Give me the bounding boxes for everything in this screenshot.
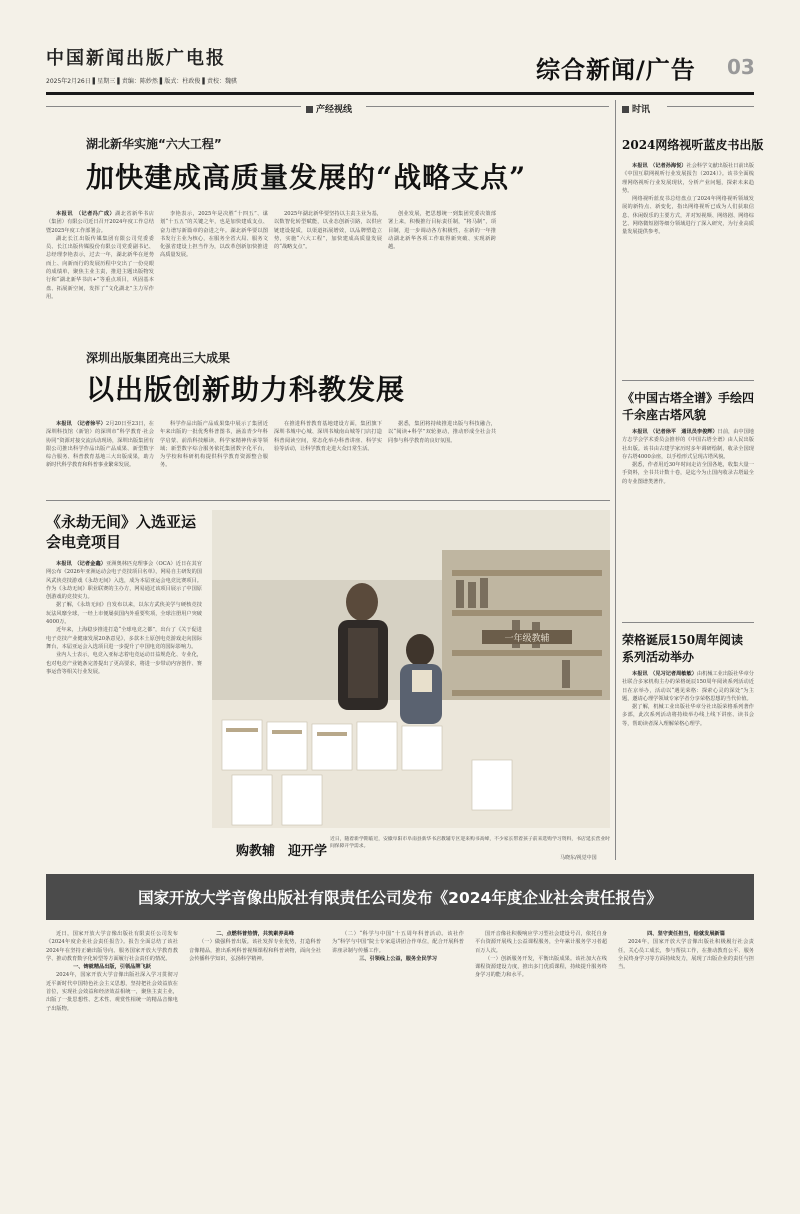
report-col-2 bbox=[189, 930, 321, 1160]
news1-headline: 2024网络视听蓝皮书出版 bbox=[622, 138, 764, 152]
report-banner bbox=[46, 874, 754, 920]
column-divider bbox=[46, 500, 610, 501]
news3-paragraph: 据了解，机械工业出版社华章分社出版荣格系列著作多部，此次系列活动将持续举办线上线下讲座、读书会等，帮助读者深入理解荣格心理学。 bbox=[622, 704, 754, 727]
news1-paragraph: 网络视听蓝皮书总结盘点了2024年网络视听领域发展的新特点、新变化，指出网络视听已成为人们获取信息、休闲娱乐的主要方式，并对短视频、网络剧、网络综艺、网络微短剧等细分领域进行了深入研究，为行业高质量发展提供参考。 bbox=[622, 196, 754, 236]
section-title: 综合新闻/广告 bbox=[536, 56, 696, 84]
news2-paragraph: 据悉，作者用近30年时间走访全国各地，收集大量一手资料，全书共计数十卷，是迄今为止国内收录古塔最全的专业图谱类著作。 bbox=[622, 462, 754, 485]
section-divider bbox=[46, 106, 301, 107]
story2-paragraph: 据悉，集团将持续推进出版与科技融合，以“阅读+科学”双轮驱动，推动形成全社会共同参与科学教育的良好氛围。 bbox=[388, 421, 496, 444]
story2-paragraph: 2月20日至23日，在深圳科技馆（新馆）的深圳市“科学教育·社会协同”资源对接交流活动现场，深圳出版集团有限公司推出科学作品出版产品成果、新型数字综合服务、科普教育基地三大出版成果，助力新时代科学教育和科普事业繁荣发展。 bbox=[46, 421, 154, 469]
story1-col-1 bbox=[46, 210, 154, 320]
news2-headline: 《中国古塔全谱》手绘四千余座古塔风貌 bbox=[622, 391, 755, 422]
story2-byline: 本报讯 （记者徐平） bbox=[56, 421, 106, 427]
story1-kicker: 湖北新华实施“六大工程” bbox=[86, 137, 222, 151]
report-subhead: 三、引领线上公益，服务全民学习 bbox=[359, 955, 437, 962]
news3-paragraph: 由机械工业出版社华章分社联合多家机构主办的荣格诞辰150周年阅读系列活动近日在京举办，活动以“遇见荣格：探索心灵的深处”为主题，邀请心理学领域专家学者分享荣格思想的当代价值。 bbox=[622, 671, 754, 702]
story2-kicker: 深圳出版集团亮出三大成果 bbox=[86, 351, 231, 365]
bookstore-scene bbox=[212, 510, 610, 828]
news2-body bbox=[622, 428, 754, 608]
news3-body bbox=[622, 670, 754, 860]
column-divider bbox=[615, 100, 616, 860]
story1-col-4 bbox=[388, 210, 496, 380]
game-paragraph: 业内人士表示，电竞入亚标志着电竞运动日益规范化、专业化，也对电竞产业链条完善提出了更高要求，将进一步带动内容创作、赛事运营等相关行业发展。 bbox=[46, 652, 202, 675]
news3-byline: 本报讯 （见习记者周敏敏） bbox=[632, 671, 697, 677]
section-tag-news: 时讯 bbox=[622, 102, 650, 115]
weekday-text: 星期三 bbox=[97, 78, 116, 85]
news-divider bbox=[622, 622, 754, 623]
news-photo bbox=[212, 510, 610, 828]
story2-paragraph: 在推进科普教育基地建设方面，集团旗下深圳书城中心城、深圳书城南山城等门店打造科普阅读空间，常态化举办科普讲座、科学实验等活动，让科学教育走进大众日常生活。 bbox=[274, 421, 382, 452]
story2-paragraph: 科学作品出版产品成果集中展示了集团近年来出版的一批优秀科普图书，涵盖青少年科学启蒙、前沿科技解读、科学家精神传承等领域；新型数字综合服务依托集团数字化平台，为学校和科研机构提供科学教育资源整合服务。 bbox=[160, 421, 268, 469]
date-text: 2025年2月26日 bbox=[46, 78, 91, 85]
story2-col-1 bbox=[46, 420, 154, 490]
report-col-4 bbox=[475, 930, 607, 1160]
story1-paragraph: 李艳表示，2025年是决胜“十四五”、谋划“十五五”的关键之年，也是加快建成支点、奋力谱写新篇章的奋进之年。湖北新华要以图书发行主业为核心，在服务全省大局、服务文化强省建设上担当作为，以改革创新加快推进高质量发展。 bbox=[160, 211, 268, 259]
game-paragraph: 亚洲奥林匹克理事会（OCA）近日在其官网公布《2026年亚洲运动会电子竞技项目名单》，网易自主研发的国风武侠竞技游戏《永劫无间》入选，成为本届亚运会电竞比赛项目。作为《永劫无间》职业联赛的主办方，网易通过该项目展示了中国原创游戏的竞技实力。 bbox=[46, 561, 202, 601]
editor-text: 责编：陈妙然 bbox=[121, 78, 158, 85]
story1-col-2 bbox=[160, 210, 268, 320]
game-story-body bbox=[46, 560, 202, 860]
story2-col-5 bbox=[502, 390, 610, 490]
story1-paragraph: 湖北省新华书店（集团）有限公司近日召开2024年度工作总结暨2025年度工作部署会。 bbox=[46, 211, 154, 234]
game-paragraph: 近年来，上海稳步推进打造“全球电竞之都”，出台了《关于促进电子竞技产业健康发展20条意见》，多款本土原创电竞游戏走向国际舞台，本届亚运会入选项目进一步提升了中国电竞的国际影响力。 bbox=[46, 627, 202, 650]
story1-headline: 加快建成高质量发展的“战略支点” bbox=[86, 161, 527, 194]
game-headline: 《永劫无间》入选亚运会电竞项目 bbox=[46, 513, 197, 551]
report-paragraph: （一）创新服务开发，平衡出版成果。该社加大在线课程资源建设力度，推出多门优质课程，持续提升服务终身学习的能力和水平。 bbox=[475, 955, 607, 979]
report-paragraph: （二）“科学与中国”十五周年科普活动。该社作为“科学与中国”院士专家巡讲团合作单位，配合开展科普讲座录制与传播工作。 bbox=[332, 931, 464, 954]
section-divider bbox=[667, 106, 754, 107]
report-paragraph: 国开音像社积极响应学习型社会建设号召，依托自身平台资源开展线上公益课程服务，全年累计服务学习者超百万人次。 bbox=[475, 931, 607, 954]
report-banner-title: 国家开放大学音像出版社有限责任公司发布《2024年度企业社会责任报告》 bbox=[138, 889, 662, 907]
report-col-1 bbox=[46, 930, 178, 1160]
story1-col-3 bbox=[274, 210, 382, 320]
header-rule bbox=[46, 92, 754, 95]
photo-caption bbox=[330, 836, 610, 854]
photo-caption-title: 购教辅 迎开学 bbox=[236, 844, 328, 859]
story2-col-4 bbox=[388, 420, 496, 490]
section-divider bbox=[366, 106, 609, 107]
story2-col-3 bbox=[274, 420, 382, 490]
news-divider bbox=[622, 380, 754, 381]
game-paragraph: 据了解，《永劫无间》自发布以来，以东方武侠美学与硬核竞技玩法风靡全球，一经上市便屡获国内外重要奖项，全球注册用户突破4000万。 bbox=[46, 602, 202, 626]
game-byline: 本报讯 （记者金鑫） bbox=[56, 561, 106, 567]
report-paragraph: 2024年，国家开放大学音像出版社积极履行社会责任，关心员工成长，参与帮扶工作，在推动教育公平、服务全民终身学习等方面持续发力，展现了出版企业的责任与担当。 bbox=[618, 939, 754, 971]
report-col-3 bbox=[332, 930, 464, 1160]
news2-byline: 本报讯 （记者徐平 通讯员李俊辉） bbox=[632, 429, 718, 435]
shelf-sign: 一年级教辅 bbox=[504, 634, 550, 644]
news2-paragraph: 日前，由中国地方志学会学术委员会推荐的《中国古塔全谱》由人民出版社出版。该书由古建学家历时多年调研绘制，收录全国现存古塔4000余座，以手绘形式呈现古塔风貌。 bbox=[622, 429, 754, 460]
photo-credit: 马晓东/视觉中国 bbox=[560, 855, 597, 861]
page-number: 03 bbox=[727, 55, 755, 79]
report-subhead: 一、铸就精品出版，引领品牌飞跃 bbox=[73, 964, 151, 971]
section-tag-industry: 产经视线 bbox=[306, 102, 352, 115]
news1-body bbox=[622, 162, 754, 372]
story1-paragraph: 湖北长江出版传媒集团有限公司党委委员、长江出版传媒股份有限公司党委副书记、总经理李艳表示，过去一年，湖北新华在逆势而上、向新而行的发展历程中交出了一份亮眼的成绩单，聚焦主业主责，推进主题出版物发行和“湖北新华书店+”等重点项目，巩固基本盘、拓展新空间，发挥了“文化湖北”主力军作用。 bbox=[46, 235, 154, 300]
news1-byline: 本报讯 （记者孙海悦） bbox=[632, 163, 687, 169]
photo-caption-text: 近日，随着新学期临近，安徽阜阳市阜南县新华书店教辅专区迎来购书高峰，不少家长带着孩子前来选购学习资料，书店延长营业时间保障开学需求。 bbox=[330, 837, 610, 849]
masthead: 中国新闻出版广电报 bbox=[46, 48, 226, 69]
story1-paragraph: 2025年湖北新华要坚持以主责主业为基，以数智化转型赋能，以业态创新引路，以供应链建设提质，以渠道拓展增效，以品牌塑造立势，实施“六大工程”，加快建成高质量发展的“战略支点”。 bbox=[274, 211, 382, 251]
story2-headline: 以出版创新助力科教发展 bbox=[86, 373, 406, 406]
report-subhead: 四、坚守责任担当，绘就发展新篇 bbox=[647, 931, 725, 937]
story1-byline: 本报讯 （记者冯广成） bbox=[56, 211, 116, 217]
report-paragraph: 2024年，国家开放大学音像出版社深入学习贯彻习近平新时代中国特色社会主义思想，坚持把社会效益放在首位，实现社会效益和经济效益相统一，聚焦主责主业，出版了一批思想性、艺术性、观赏性相统一的精品音像电子出版物。 bbox=[46, 972, 178, 1012]
report-subhead: 二、点燃科普热情，共筑素养高峰 bbox=[216, 931, 294, 937]
news3-headline: 荣格诞辰150周年阅读系列活动举办 bbox=[622, 633, 744, 664]
story1-paragraph: 创业发展，把思想统一到集团党委决策部署上来，积极推行目标责任制，“将马制”，项目制，进一步调动各方积极性，在新的一年推动湖北新华各项工作取得新突破、实现新跨越。 bbox=[388, 211, 496, 251]
report-paragraph: （一）做强科普出版。该社发挥专业优势，打造科普音像精品，推出系列科普视频课程和科普读物，面向全社会传播科学知识，弘扬科学精神。 bbox=[189, 939, 321, 962]
story2-col-2 bbox=[160, 420, 268, 490]
report-col-5 bbox=[618, 930, 754, 1160]
report-paragraph: 近日，国家开放大学音像出版社有限责任公司发布《2024年度企业社会责任报告》。报告全面总结了该社2024年在坚持正确出版导向、服务国家开放大学教育教学、推动教育数字化转型等方面履行社会责任的情况。 bbox=[46, 931, 178, 962]
layout-text: 版式：柱政俊 bbox=[164, 78, 201, 85]
proof-text: 责校：魏骐 bbox=[206, 78, 237, 85]
news1-paragraph: 社会科学文献出版社日前出版《中国互联网视听行业发展报告（2024）》。该书全面梳理网络视听行业发展现状，分析产业问题，探索未来趋势。 bbox=[622, 163, 754, 194]
date-line: 2025年2月26日 ▌星期三 ▌责编：陈妙然 ▌版式：柱政俊 ▌责校：魏骐 bbox=[46, 78, 237, 85]
